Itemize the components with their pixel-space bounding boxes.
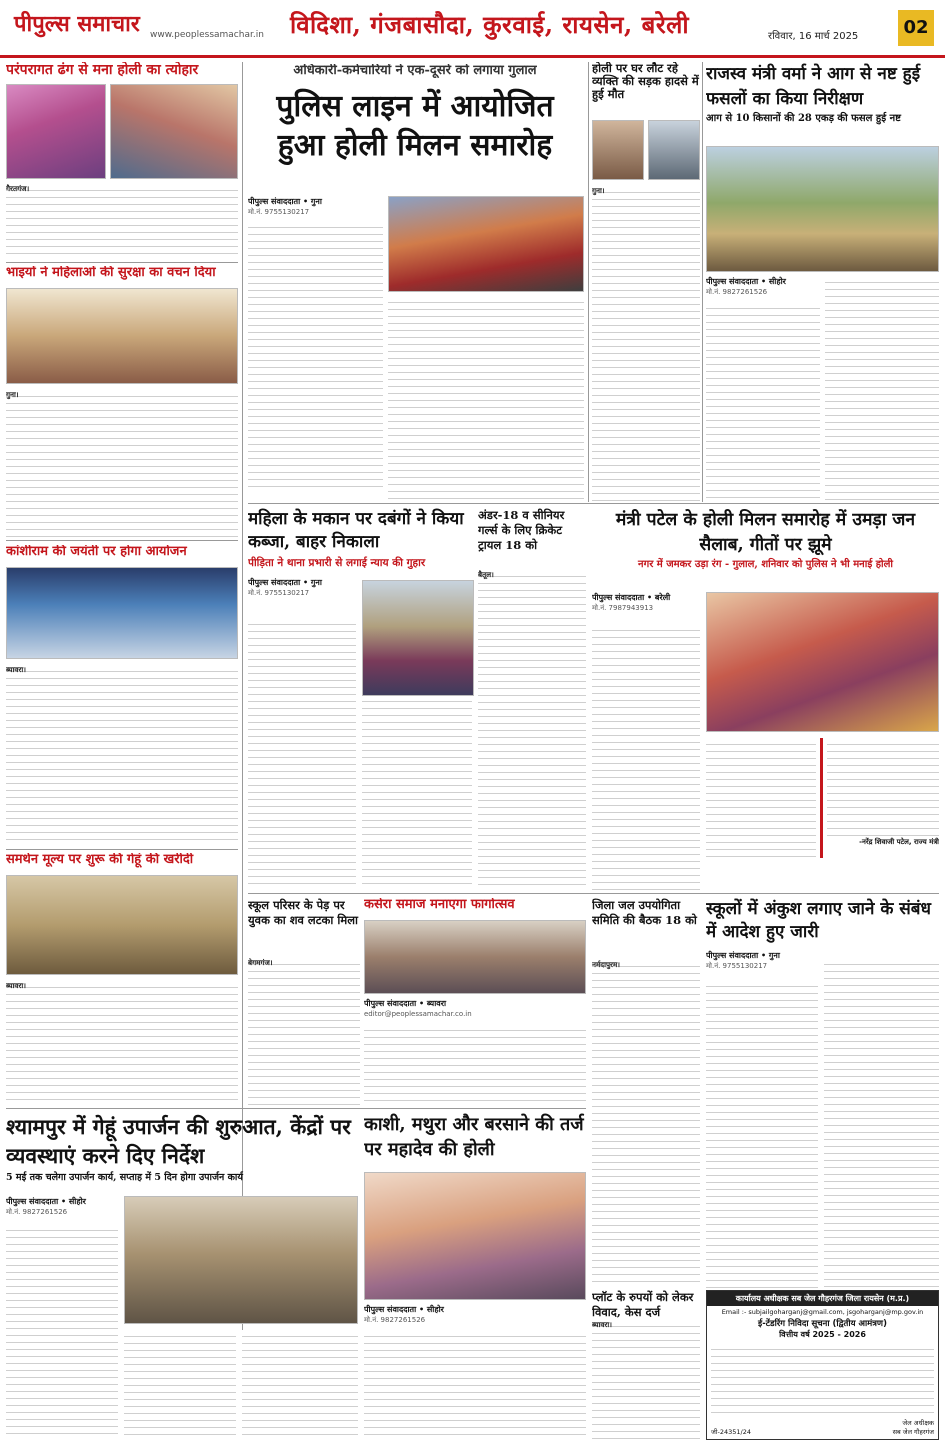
headline: समर्थन मूल्य पर शुरू की गेहूं की खरीदी [6,853,194,867]
notice-ref: जी-24351/24 [711,1428,751,1436]
photo-women-gathering [6,288,238,384]
article-minister-patel: मंत्री पटेल के होली मिलन समारोह में उमड़ा जन सैलाब, गीतों पर झूमे नगर में जमकर उड़ा रंग - गुलाल, शनिवार को पुलिस ने भी मनाई होली पीपुल्स संवाददाता • बरेली मो.नं. 7987943913 -नरेंद्र शिवाजी पटेल, राज्य मंत्री [592,508,939,890]
headline: अंडर-18 व सीनियर गर्ल्स के लिए क्रिकेट ट्रायल 18 को [478,508,565,552]
headline: पुलिस लाइन में आयोजित हुआ होली मिलन समारोह [276,88,554,163]
website-url[interactable]: www.peoplessamachar.in [150,30,264,40]
article-kasera: कसेरा समाज मनाएगा फागोत्सव पीपुल्स संवाददाता • ब्यावरा editor@peoplessamachar.co.in [364,898,586,1106]
tender-notice-ad [706,1290,939,1440]
notice-year: वित्तीय वर्ष 2025 - 2026 [779,1330,866,1339]
article-body: ब्यावरा। [6,665,238,845]
headline: कसेरा समाज मनाएगा फागोत्सव [364,898,515,912]
photo-holi-crowd [6,84,106,179]
headline: श्यामपुर में गेहूं उपार्जन की शुरुआत, केंद्रों पर व्यवस्थाएं करने दिए निर्देश [6,1114,351,1169]
column-divider [588,62,589,502]
article-body: ब्यावरा। [592,1320,700,1440]
masthead [0,0,945,58]
photo-burnt-field [706,146,939,272]
headline: कांशीराम की जयंती पर होगा आयोजन [6,545,187,559]
article-msp-wheat [6,853,238,1105]
notice-email[interactable]: Email :- subjailgoharganj@gmail.com, jsgoharganj@mp.gov.in [721,1308,924,1316]
notice-office: कार्यालय अधीक्षक सब जेल गौहरगंज जिला रायसेन (म.प्र.) [707,1291,938,1306]
subheadline: आग से 10 किसानों की 28 एकड़ की फसल हुई नष्ट [706,113,901,125]
article-police-line-body: पीपुल्स संवाददाता • गुना मो.नं. 9755130217 [248,196,383,502]
headline: स्कूल परिसर के पेड़ पर युवक का शव लटका मिला [248,898,358,927]
headline: भाइयों ने महिलाओं की सुरक्षा का वचन दिया [6,266,216,280]
issue-date: रविवार, 16 मार्च 2025 [768,31,859,42]
article-police-line-header [248,64,582,200]
quote-box: -नरेंद्र शिवाजी पटेल, राज्य मंत्री [820,738,939,858]
headline: मंत्री पटेल के होली मिलन समारोह में उमड़ा जन सैलाब, गीतों पर झूमे [615,510,916,555]
headline: महिला के मकान पर दबंगों ने किया कब्जा, बाहर निकाला [248,509,464,552]
headline: जिला जल उपयोगिता समिति की बैठक 18 को [592,898,697,927]
notice-signatory: जेल अधीक्षक सब जेल गौहरगंज [892,1419,934,1436]
article-holi-tradition [6,62,238,260]
notice-tender: ई-टेंडरिंग निविदा सूचना (द्वितीय आमंत्रण) [758,1319,887,1329]
photo-victim [592,120,644,180]
article-body: गैरतगंज। [6,184,238,260]
photo-kasera-meeting [364,920,586,994]
photo-patel-holi [706,592,939,732]
article-body: बैतूल। [478,570,586,890]
article-shyampur: श्यामपुर में गेहूं उपार्जन की शुरुआत, केंद्रों पर व्यवस्थाएं करने दिए निर्देश 5 मई तक चलेगा उपार्जन कार्य, सप्ताह में 5 दिन होगा उपार्जन कार्य पीपुल्स संवाददाता • सीहोर मो.नं. 9827261526 [6,1112,358,1438]
article-body [706,302,820,502]
photo-mahadev-holi [364,1172,586,1300]
article-body: ब्यावरा। [6,981,238,1105]
photo-accident-site [648,120,700,180]
article-kanshiram [6,545,238,845]
photo-woman-child [362,580,474,696]
article-minister-verma: राजस्व मंत्री वर्मा ने आग से नष्ट हुई फसलों का किया निरीक्षण आग से 10 किसानों की 28 एकड़ की फसल हुई नष्ट पीपुल्स संवाददाता • सीहोर मो.नं. 9827261526 [706,62,939,502]
photo-procurement-center [124,1196,358,1324]
article-body: गुना। [592,186,700,502]
article-brothers-sisters [6,266,238,538]
edition-cities: विदिशा, गंजबासौदा, कुरवाई, रायसेन, बरेली [290,10,690,39]
photo-police-holi [388,196,584,292]
article-body: नर्मदापुरम। [592,960,700,1286]
article-water-committee [592,898,700,1286]
kicker: अधिकारी-कर्मचारियों ने एक-दूसरे को लगाया गुलाल [293,64,537,78]
headline: स्कूलों में अंकुश लगाए जाने के संबंध में आदेश हुए जारी [706,899,931,942]
article-police-line-body-2 [388,296,584,502]
headline: होली पर घर लौट रहे व्यक्ति की सड़क हादसे में हुई मौत [592,62,699,102]
subheadline: 5 मई तक चलेगा उपार्जन कार्य, सप्ताह में 5 दिन होगा उपार्जन कार्य [6,1171,243,1183]
article-body-2 [825,276,939,502]
headline: परंपरागत ढंग से मना होली का त्योहार [6,62,199,78]
subheadline: पीड़िता ने थाना प्रभारी से लगाई न्याय की गुहार [248,556,426,569]
photo-meeting [6,567,238,659]
subheadline: नगर में जमकर उड़ा रंग - गुलाल, शनिवार को पुलिस ने भी मनाई होली [638,559,893,570]
article-body: बेगमगंज। [248,958,360,1106]
column-divider [702,62,703,502]
article-road-accident [592,62,700,502]
newspaper-logo: पीपुल्स समाचार [14,11,140,37]
headline: राजस्व मंत्री वर्मा ने आग से नष्ट हुई फसलों का किया निरीक्षण [706,64,921,109]
article-plot-dispute [592,1290,700,1440]
article-schools-order: स्कूलों में अंकुश लगाए जाने के संबंध में आदेश हुए जारी पीपुल्स संवाददाता • गुना मो.नं. 9755130217 [706,898,939,1288]
article-kashi-mathura: काशी, मथुरा और बरसाने की तर्ज पर महादेव की होली पीपुल्स संवाददाता • सीहोर मो.नं. 9827261526 [364,1112,586,1438]
article-woman-house: महिला के मकान पर दबंगों ने किया कब्जा, बाहर निकाला पीड़िता ने थाना प्रभारी से लगाई न्याय की गुहार पीपुल्स संवाददाता • गुना मो.नं. 9755130217 [248,508,472,890]
headline: काशी, मथुरा और बरसाने की तर्ज पर महादेव की होली [364,1114,584,1161]
photo-wheat-procurement [6,875,238,975]
article-body: गुना। [6,390,238,538]
headline: प्लॉट के रुपयों को लेकर विवाद, केस दर्ज [592,1290,694,1319]
photo-holi-group [110,84,238,179]
page-number: 02 [898,10,934,46]
article-cricket-trial [478,508,586,890]
article-school-body [248,898,360,1106]
